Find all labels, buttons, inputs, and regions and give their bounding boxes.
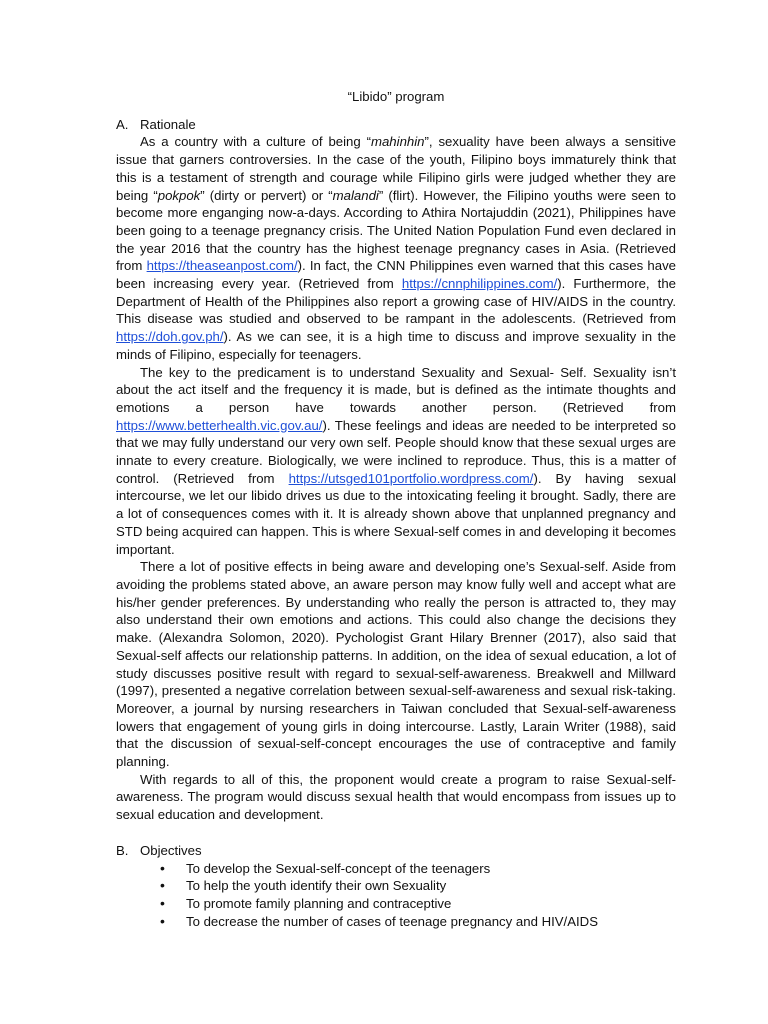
paragraph-text: ). Furthermore, the Department of Health of the Philippines also report a growing case of HIV/AIDS in the country. This disease was studied and observed to be rampant in the adolescents. (Retrieved from xyxy=(116,276,676,327)
objective-item xyxy=(160,860,676,878)
objective-text: To help the youth identify their own Sexuality xyxy=(186,878,447,894)
paragraph-text: ” (dirty or pervert) or “ xyxy=(200,187,333,203)
bullet-icon xyxy=(160,913,186,931)
bullet-icon xyxy=(160,860,186,878)
objective-text: To develop the Sexual-self-concept of the teenagers xyxy=(186,860,491,876)
italic-term: pokpok xyxy=(157,187,201,203)
section-spacer xyxy=(116,824,676,842)
rationale-paragraph xyxy=(116,133,676,363)
paragraph-text: There a lot of positive effects in being aware and developing one’s Sexual-self. Aside from avoiding the problems stated above, an aware person may know fully well and accept what are his/her gender preferences. By understanding who really the person is attracted to, they may also understand their own emotions and actions. This could also change the decisions they make. (Alexandra Solomon, 2020). Pychologist Grant Hilary Brenner (2017), also said that Sexual-self affects our relationship patterns. In addition, on the idea of sexual education, a lot of study discusses positive result with regard to sexual-self-awareness. Breakwell and Millward (1997), presented a negative correlation between sexual-self-awareness and sexual risk-taking. Moreover, a journal by nursing researchers in Taiwan concluded that Sexual-self-awareness lowers that engagement of young girls in doing intercourse. Lastly, Larain Writer (1988), said that the discussion of sexual-self-concept encourages the use of contraceptive and family planning. xyxy=(116,559,676,770)
objective-text: To decrease the number of cases of teenage pregnancy and HIV/AIDS xyxy=(186,913,598,929)
reference-link[interactable]: https://www.betterhealth.vic.gov.au/ xyxy=(116,417,323,433)
italic-term: mahinhin xyxy=(370,134,425,150)
section-b-title: Objectives xyxy=(140,842,202,858)
objective-item xyxy=(160,895,676,913)
bullet-icon xyxy=(160,877,186,895)
section-b-heading xyxy=(116,842,676,860)
rationale-paragraph xyxy=(116,558,676,770)
paragraph-text: ). In fact, the CNN Philippines even warned that this cases have been increasing every year. (Retrieved from xyxy=(116,258,676,292)
rationale-paragraph xyxy=(116,771,676,824)
rationale-body xyxy=(116,133,676,823)
paragraph-text: ” (flirt). However, the Filipino youths were seen to become more enganging now-a-days. According to Athira Nortajuddin (2021), Philippines have been going to a teenage pregnancy crisis. The United Nation Population Fund even declared in the year 2016 that the country has the highest teenage pregnancy cases in Asia. (Retrieved from xyxy=(116,187,677,274)
document-title: “Libido” program xyxy=(347,89,445,104)
rationale-paragraph xyxy=(116,364,676,559)
section-b-letter: B. xyxy=(116,842,129,858)
italic-term: malandi xyxy=(332,187,379,203)
reference-link[interactable]: https://utsged101portfolio.wordpress.com/ xyxy=(288,470,534,486)
bullet-icon xyxy=(160,895,186,913)
reference-link[interactable]: https://cnnphilippines.com/ xyxy=(401,276,558,292)
paragraph-text: ”, sexuality have been always a sensitive issue that garners controversies. In the case of the youth, Filipino boys immaturely think that this is a testament of strength and courage while Filipino girls were judged whether they are being “ xyxy=(116,134,676,203)
objective-item xyxy=(160,913,676,931)
objective-text: To promote family planning and contraceptive xyxy=(186,895,452,911)
paragraph-text: ). As we can see, it is a high time to discuss and improve sexuality in the minds of Filipino, especially for teenagers. xyxy=(116,329,676,362)
paragraph-text: ). These feelings and ideas are needed to be interpreted so that we may fully understand our very own self. People should know that these sexual urges are innate to every creature. Biologically, we were inclined to reproduce. Thus, this is a matter of control. (Retrieved from xyxy=(116,417,676,486)
objectives-list xyxy=(116,860,676,931)
section-a-title: Rationale xyxy=(140,116,196,132)
paragraph-text: As a country with a culture of being “ xyxy=(140,134,371,150)
paragraph-text: ). By having sexual intercourse, we let our libido drives us due to the intoxicating feeling it brought. Sadly, there are a lot of consequences comes with it. It is already shown above that unplanned pregnancy and STD being acquired can happen. This is where Sexual-self comes in and developing it becomes important. xyxy=(116,470,676,557)
reference-link[interactable]: https://theaseanpost.com/ xyxy=(146,258,298,274)
objective-item xyxy=(160,877,676,895)
section-a-letter: A. xyxy=(116,116,129,132)
reference-link[interactable]: https://doh.gov.ph/ xyxy=(116,329,224,345)
paragraph-text: With regards to all of this, the proponent would create a program to raise Sexual-self-awareness. The program would discuss sexual health that would encompass from issues up to sexual education and development. xyxy=(116,771,676,823)
section-a-heading xyxy=(116,116,676,134)
paragraph-text: The key to the predicament is to understand Sexuality and Sexual- Self. Sexuality isn’t about the act itself and the frequency it is made, but is defined as the intimate thoughts and emotions a person have towards another person. (Retrieved from xyxy=(116,364,676,415)
